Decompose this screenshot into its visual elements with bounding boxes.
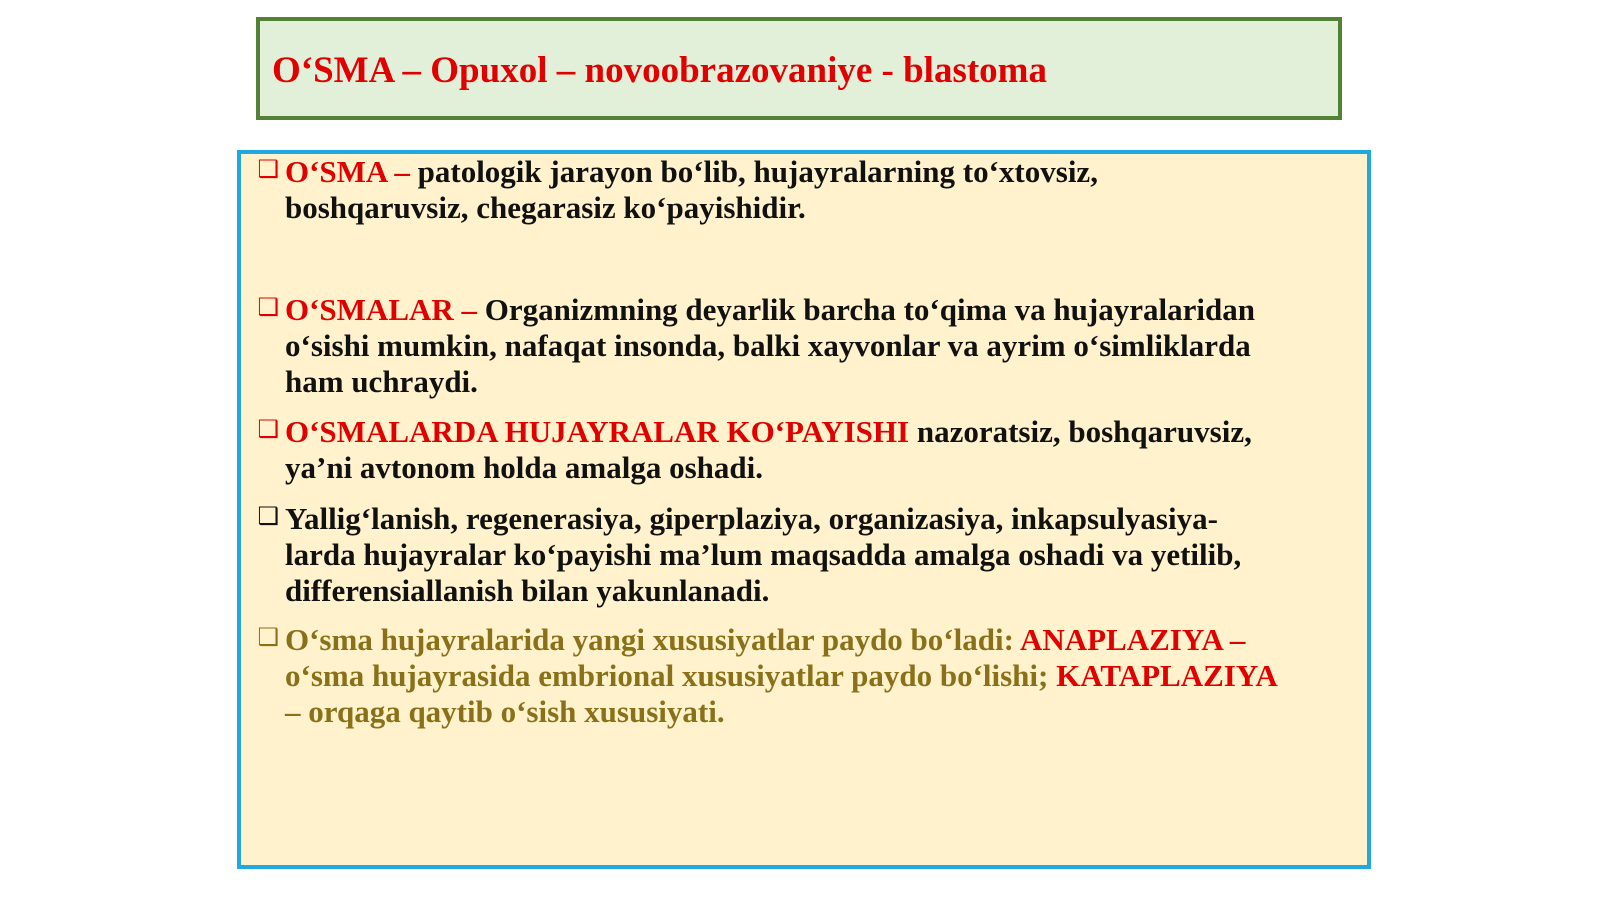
checkbox-square-icon: ❑ xyxy=(257,415,279,443)
bullet-line: larda hujayralar ko‘payishi ma’lum maqsadda amalga oshadi va yetilib, xyxy=(285,537,1242,572)
bullet-text: patologik jarayon bo‘lib, hujayralarning to‘xtovsiz, xyxy=(417,154,1098,189)
bullet-line: o‘sishi mumkin, nafaqat insonda, balki xayvonlar va ayrim o‘simliklarda xyxy=(285,328,1251,363)
checkbox-square-icon: ❑ xyxy=(257,623,279,651)
bullet-text: O‘sma hujayralarida yangi xususiyatlar paydo bo‘ladi: xyxy=(285,622,1020,657)
bullet-text: o‘sma hujayrasida embrional xususiyatlar paydo bo‘lishi; xyxy=(285,658,1057,693)
bullet-line: ham uchraydi. xyxy=(285,364,478,399)
bullet-line xyxy=(285,292,1375,328)
bullet-text: nazoratsiz, boshqaruvsiz, xyxy=(909,414,1252,449)
bullet-line xyxy=(285,154,1375,190)
bullet-term: ANAPLAZIYA xyxy=(1019,622,1223,657)
slide-title: O‘SMA – Opuxol – novoobrazovaniye - blastoma xyxy=(272,50,1047,91)
bullet-line: Yallig‘lanish, regenerasiya, giperplaziya, organizasiya, inkapsulyasiya- xyxy=(285,501,1218,536)
bullet-term: O‘SMALARDA HUJAYRALAR KO‘PAYISHI xyxy=(285,414,910,449)
bullet-text: Organizmning deyarlik barcha to‘qima va hujayralaridan xyxy=(484,292,1255,327)
bullet-osmalar-origin xyxy=(257,292,1375,400)
bullet-cell-proliferation xyxy=(257,414,1375,486)
checkbox-square-icon: ❑ xyxy=(257,155,279,183)
bullet-line: differensiallanish bilan yakunlanadi. xyxy=(285,573,770,608)
bullet-line xyxy=(285,658,1375,694)
bullet-line: – orqaga qaytib o‘sish xususiyati. xyxy=(285,694,725,729)
bullet-line xyxy=(285,622,1375,658)
bullet-line: boshqaruvsiz, chegarasiz ko‘payishidir. xyxy=(285,190,806,225)
checkbox-square-icon: ❑ xyxy=(257,293,279,321)
bullet-line: ya’ni avtonom holda amalga oshadi. xyxy=(285,450,764,485)
bullet-term: O‘SMA – xyxy=(285,154,418,189)
bullet-term: O‘SMALAR – xyxy=(285,292,485,327)
bullet-osma-definition xyxy=(257,154,1375,226)
bullet-inflammation-comparison xyxy=(257,501,1375,609)
bullet-anaplasia xyxy=(257,622,1375,730)
title-box xyxy=(256,17,1342,120)
content-box xyxy=(237,150,1371,869)
checkbox-square-icon: ❑ xyxy=(257,502,279,530)
bullet-line xyxy=(285,414,1375,450)
bullet-term: KATAPLAZIYA xyxy=(1056,658,1278,693)
bullet-text: – xyxy=(1222,622,1246,657)
